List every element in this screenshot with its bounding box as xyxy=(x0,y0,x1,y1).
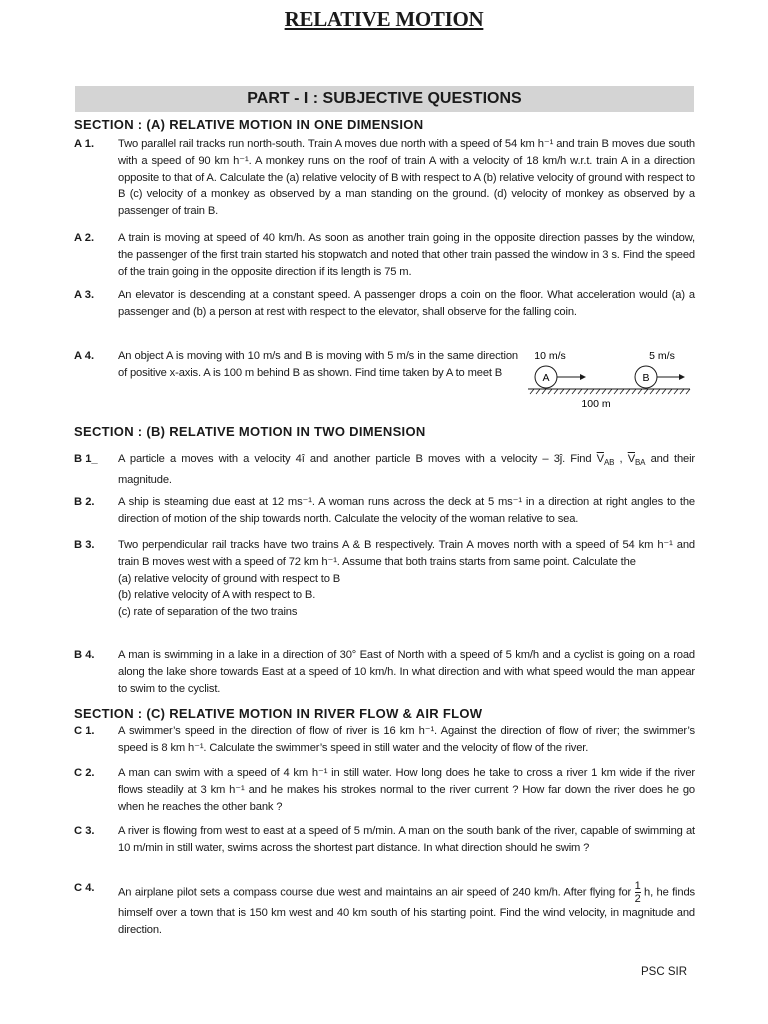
subscript-ab: AB xyxy=(603,458,615,468)
question-c1 xyxy=(74,723,695,757)
object-a xyxy=(535,366,557,388)
section-a-heading: SECTION : (A) RELATIVE MOTION IN ONE DIMENSION xyxy=(74,117,424,132)
question-a4 xyxy=(74,348,518,382)
question-text: Two parallel rail tracks run north-south. Train A moves due north with a speed of 54 km h⁻¹ and train B moves due south with a speed of 90 km h⁻¹. A monkey runs on the roof of train A with a velocity of 18 km/h w.r.t. train A in a direction opposite to that of A. Calculate the (a) relative velocity of B with respect to A (b) relative velocity of ground with respect to B (c) velocity of a monkey as observed by a man standing on the ground. (d) velocity of monkey as observed by a passenger of train B. xyxy=(118,138,695,218)
object-a-label: A xyxy=(542,372,550,384)
question-number: A 1. xyxy=(74,138,95,150)
velocity-a-label: 10 m/s xyxy=(534,350,566,362)
page-title: RELATIVE MOTION xyxy=(284,7,484,31)
vector-v-ab: $\overline{V}$ xyxy=(596,453,604,465)
subpart-b: (b) relative velocity of A with respect to B. xyxy=(118,589,316,602)
part-heading: PART - I : SUBJECTIVE QUESTIONS xyxy=(75,86,694,112)
question-a3 xyxy=(74,287,695,321)
question-c4 xyxy=(74,880,695,939)
arrowhead-a xyxy=(580,374,586,380)
question-number: B 1_ xyxy=(74,453,98,465)
question-number: A 2. xyxy=(74,232,95,244)
question-number: C 2. xyxy=(74,767,95,779)
subpart-c: (c) rate of separation of the two trains xyxy=(118,606,298,619)
question-number: B 3. xyxy=(74,539,95,551)
question-number: C 1. xyxy=(74,725,95,737)
motion-figure xyxy=(524,348,694,416)
unit-vector-i: î xyxy=(301,453,305,465)
question-a2 xyxy=(74,230,695,280)
question-a1 xyxy=(74,136,695,220)
question-number: C 3. xyxy=(74,825,95,837)
unit-vector-j: ĵ xyxy=(559,453,563,465)
object-b-label: B xyxy=(642,372,650,384)
question-text xyxy=(118,880,695,939)
question-text: A man is swimming in a lake in a direction of 30° East of North with a speed of 5 km/h and a cyclist is going on a road along the lake shore towards East at a speed of 10 km/h. In what direction and with what speed would the man appear to swim to the cyclist. xyxy=(118,649,695,695)
question-b4 xyxy=(74,647,695,697)
question-text: An object A is moving with 10 m/s and B is moving with 5 m/s in the same direction of positive x-axis. A is 100 m behind B as shown. Find time taken by A to meet B xyxy=(118,350,518,379)
section-b-heading: SECTION : (B) RELATIVE MOTION IN TWO DIMENSION xyxy=(74,424,426,439)
distance-label: 100 m xyxy=(581,398,611,410)
question-text: An elevator is descending at a constant speed. A passenger drops a coin on the floor. What acceleration would (a) a passenger and (b) a person at rest with respect to the elevator, shall observe for the falling coin. xyxy=(118,289,695,318)
c4-text-part: An airplane pilot sets a compass course due west and maintains an air speed of 240 km/h. After flying for xyxy=(118,886,635,899)
question-number: A 4. xyxy=(74,350,95,362)
c4-text-part: h, he finds himself over a town that is 150 km west and 40 km south of his starting point. Find the wind velocity, in magnitude and direction. xyxy=(118,886,695,936)
vector-v-ba: $\overline{V}$ xyxy=(627,453,635,465)
question-c2 xyxy=(74,765,695,815)
question-body: Two perpendicular rail tracks have two trains A & B respectively. Train A moves north with a speed of 54 km h⁻¹ and train B moves west with a speed of 72 km h⁻¹. Assume that both trains starts from same point. Calculate the xyxy=(118,539,695,568)
separator: , xyxy=(614,453,628,465)
question-number: B 4. xyxy=(74,649,95,661)
question-c3 xyxy=(74,823,695,857)
question-b2 xyxy=(74,494,695,528)
question-text: A river is flowing from west to east at a speed of 5 m/min. A man on the south bank of the river, capable of swimming at 10 m/min in still water, swims across the shortest part distance. In what direction should he swim ? xyxy=(118,825,695,854)
question-number: B 2. xyxy=(74,496,95,508)
section-c-heading: SECTION : (C) RELATIVE MOTION IN RIVER FLOW & AIR FLOW xyxy=(74,706,483,721)
b1-text-part: . Find xyxy=(562,453,597,465)
velocity-b-label: 5 m/s xyxy=(649,350,675,362)
question-text: A swimmer’s speed in the direction of flow of river is 16 km h⁻¹. Against the direction of flow of river; the swimmer’s speed is 8 km h⁻¹. Calculate the swimmer’s speed in still water and the velocity of flow of the river. xyxy=(118,725,695,754)
question-text: A ship is steaming due east at 12 ms⁻¹. A woman runs across the deck at 5 ms⁻¹ in a direction at right angles to the direction of motion of the ship towards north. Calculate the velocity of the woman relative to sea. xyxy=(118,496,695,525)
b1-text-part: A particle a moves with a velocity 4 xyxy=(118,453,302,465)
question-number: A 3. xyxy=(74,289,95,301)
fraction-one-half xyxy=(635,880,641,905)
question-b1 xyxy=(74,451,695,489)
fraction-numerator: 1 xyxy=(634,880,641,892)
ground-hatching xyxy=(530,389,690,394)
object-b xyxy=(635,366,657,388)
question-text xyxy=(118,537,695,621)
question-text xyxy=(118,451,695,489)
subpart-a: (a) relative velocity of ground with respect to B xyxy=(118,572,341,585)
question-text: A man can swim with a speed of 4 km h⁻¹ in still water. How long does he take to cross a river 1 km wide if the river flows steadily at 3 km h⁻¹ and he makes his strokes normal to the river current ? How far down the river does he go when he reaches the other bank ? xyxy=(118,767,695,813)
footer-author: PSC SIR xyxy=(641,966,688,978)
fraction-denominator: 2 xyxy=(634,893,641,905)
b1-text-part: and another particle B moves with a velocity – 3 xyxy=(304,453,560,465)
question-text: A train is moving at speed of 40 km/h. As soon as another train going in the opposite direction passes by the window, the passenger of the first train started his stopwatch and noted that other train passed the window in 3 s. Find the speed of the train going in the opposite direction if its length is 75 m. xyxy=(118,232,695,278)
subscript-ba: BA xyxy=(635,458,646,468)
question-b3 xyxy=(74,537,695,621)
question-number: C 4. xyxy=(74,882,95,894)
arrowhead-b xyxy=(679,374,685,380)
b1-text-part: and their magnitude. xyxy=(118,453,695,487)
